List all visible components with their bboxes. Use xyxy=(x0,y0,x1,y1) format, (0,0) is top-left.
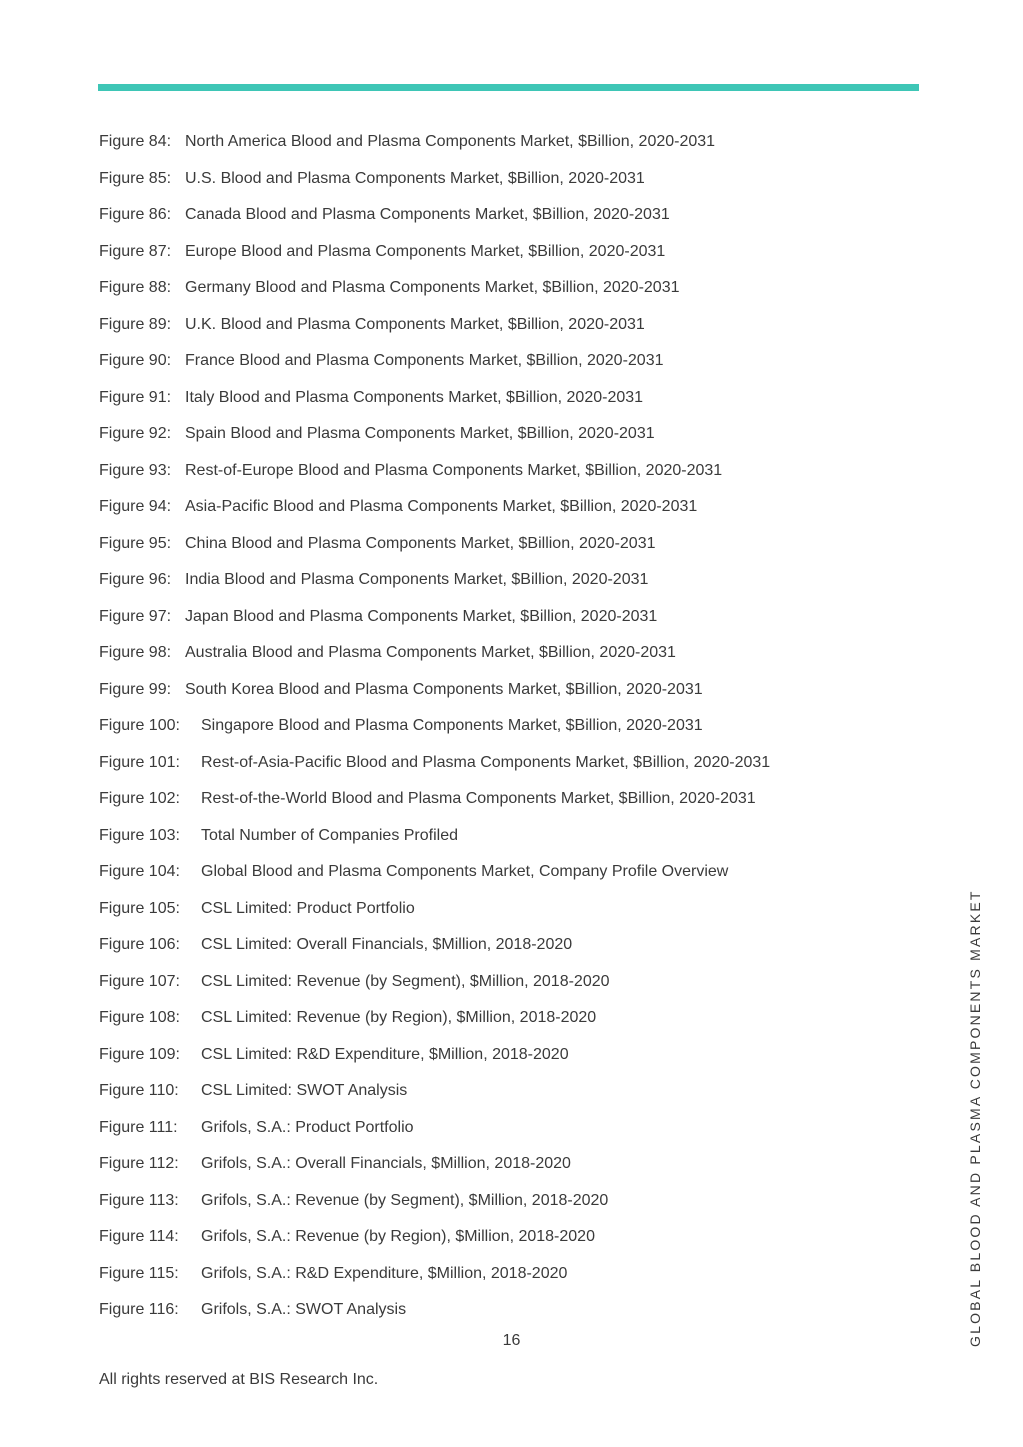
page-number: 16 xyxy=(502,1332,521,1349)
figure-title: India Blood and Plasma Components Market, $Billion, 2020-2031 xyxy=(185,571,649,588)
list-item xyxy=(99,387,770,424)
figure-label: Figure 84: xyxy=(99,133,172,150)
figure-title: CSL Limited: Revenue (by Region), $Million, 2018-2020 xyxy=(201,1009,597,1026)
list-item xyxy=(99,423,770,460)
list-item xyxy=(99,131,770,168)
figure-title: China Blood and Plasma Components Market, $Billion, 2020-2031 xyxy=(185,534,656,552)
figure-label: Figure 91: xyxy=(99,388,172,406)
figure-title: Germany Blood and Plasma Components Market, $Billion, 2020-2031 xyxy=(185,279,680,296)
figure-title: Spain Blood and Plasma Components Market, $Billion, 2020-2031 xyxy=(185,425,655,442)
figure-label: Figure 93: xyxy=(99,461,172,479)
list-item xyxy=(99,204,770,241)
figure-label: Figure 96: xyxy=(99,571,172,588)
figure-title: CSL Limited: SWOT Analysis xyxy=(201,1082,408,1099)
figure-label: Figure 105: xyxy=(99,899,180,917)
figure-label: Figure 89: xyxy=(99,315,172,333)
figure-title: CSL Limited: Overall Financials, $Million, 2018-2020 xyxy=(201,936,573,953)
figure-label: Figure 114: xyxy=(99,1228,179,1245)
figure-title: Grifols, S.A.: Revenue (by Region), $Million, 2018-2020 xyxy=(201,1228,595,1245)
figure-title: Grifols, S.A.: Product Portfolio xyxy=(201,1118,414,1136)
list-item xyxy=(99,715,770,752)
figure-title: CSL Limited: Product Portfolio xyxy=(201,899,415,917)
figure-title: Grifols, S.A.: R&D Expenditure, $Million, 2018-2020 xyxy=(201,1264,568,1282)
figure-label: Figure 106: xyxy=(99,936,180,953)
figure-title: Singapore Blood and Plasma Components Market, $Billion, 2020-2031 xyxy=(201,717,703,734)
list-item xyxy=(99,788,770,825)
figure-label: Figure 95: xyxy=(99,534,172,552)
figure-title: Grifols, S.A.: Overall Financials, $Million, 2018-2020 xyxy=(201,1155,571,1172)
figure-title: Italy Blood and Plasma Components Market, $Billion, 2020-2031 xyxy=(185,388,644,406)
list-item xyxy=(99,460,770,497)
figure-label: Figure 92: xyxy=(99,425,172,442)
figure-title: U.S. Blood and Plasma Components Market, $Billion, 2020-2031 xyxy=(185,169,645,187)
list-item xyxy=(99,350,770,387)
list-item xyxy=(99,1080,770,1117)
list-item xyxy=(99,314,770,351)
figure-title: CSL Limited: Revenue (by Segment), $Million, 2018-2020 xyxy=(201,972,610,990)
figure-label: Figure 115: xyxy=(99,1264,179,1282)
figure-title: Grifols, S.A.: Revenue (by Segment), $Million, 2018-2020 xyxy=(201,1191,609,1209)
figure-title: France Blood and Plasma Components Market, $Billion, 2020-2031 xyxy=(185,352,664,369)
figure-label: Figure 87: xyxy=(99,242,172,260)
figure-label: Figure 99: xyxy=(99,680,172,698)
list-item xyxy=(99,971,770,1008)
figure-label: Figure 111: xyxy=(99,1118,178,1136)
list-item xyxy=(99,898,770,935)
figure-title: Europe Blood and Plasma Components Market, $Billion, 2020-2031 xyxy=(185,242,666,260)
footer-copyright: All rights reserved at BIS Research Inc. xyxy=(99,1371,379,1388)
figure-title: Japan Blood and Plasma Components Market, $Billion, 2020-2031 xyxy=(185,607,658,625)
figure-title: Rest-of-the-World Blood and Plasma Components Market, $Billion, 2020-2031 xyxy=(201,790,756,807)
figure-label: Figure 101: xyxy=(99,753,180,771)
figure-label: Figure 98: xyxy=(99,644,172,661)
list-item xyxy=(99,752,770,789)
figure-title: Asia-Pacific Blood and Plasma Components Market, $Billion, 2020-2031 xyxy=(185,498,698,515)
figure-title: Total Number of Companies Profiled xyxy=(201,826,459,844)
figure-label: Figure 103: xyxy=(99,826,180,844)
list-item xyxy=(99,1044,770,1081)
list-item xyxy=(99,1190,770,1227)
figure-label: Figure 85: xyxy=(99,169,172,187)
list-item xyxy=(99,1263,770,1300)
figure-title: Rest-of-Europe Blood and Plasma Components Market, $Billion, 2020-2031 xyxy=(185,461,723,479)
list-item xyxy=(99,934,770,971)
figure-title: South Korea Blood and Plasma Components Market, $Billion, 2020-2031 xyxy=(185,680,703,698)
header-rule xyxy=(98,84,919,91)
list-item xyxy=(99,496,770,533)
figure-label: Figure 97: xyxy=(99,607,172,625)
figure-label: Figure 113: xyxy=(99,1191,179,1209)
list-item xyxy=(99,1117,770,1154)
figure-label: Figure 94: xyxy=(99,498,172,515)
list-item xyxy=(99,277,770,314)
figure-label: Figure 110: xyxy=(99,1082,179,1099)
list-item xyxy=(99,861,770,898)
figure-title: Rest-of-Asia-Pacific Blood and Plasma Components Market, $Billion, 2020-2031 xyxy=(201,753,771,771)
list-item xyxy=(99,533,770,570)
figure-label: Figure 90: xyxy=(99,352,172,369)
list-item xyxy=(99,569,770,606)
figure-label: Figure 86: xyxy=(99,206,172,223)
figure-label: Figure 116: xyxy=(99,1301,179,1318)
figure-label: Figure 104: xyxy=(99,863,180,880)
figure-title: Australia Blood and Plasma Components Market, $Billion, 2020-2031 xyxy=(185,644,676,661)
list-item xyxy=(99,606,770,643)
figure-label: Figure 102: xyxy=(99,790,180,807)
list-item xyxy=(99,241,770,278)
figure-label: Figure 88: xyxy=(99,279,172,296)
figure-title: Global Blood and Plasma Components Market, Company Profile Overview xyxy=(201,863,729,880)
list-of-figures xyxy=(99,131,770,1336)
list-item xyxy=(99,1226,770,1263)
figure-label: Figure 100: xyxy=(99,717,180,734)
figure-label: Figure 109: xyxy=(99,1045,180,1063)
list-item xyxy=(99,168,770,205)
list-item xyxy=(99,679,770,716)
figure-title: CSL Limited: R&D Expenditure, $Million, 2018-2020 xyxy=(201,1045,569,1063)
figure-title: U.K. Blood and Plasma Components Market, $Billion, 2020-2031 xyxy=(185,315,645,333)
list-item xyxy=(99,1153,770,1190)
figure-label: Figure 108: xyxy=(99,1009,180,1026)
figure-title: Grifols, S.A.: SWOT Analysis xyxy=(201,1301,407,1318)
figure-title: North America Blood and Plasma Components Market, $Billion, 2020-2031 xyxy=(185,133,716,150)
figure-title: Canada Blood and Plasma Components Market, $Billion, 2020-2031 xyxy=(185,206,670,223)
list-item xyxy=(99,1007,770,1044)
figure-label: Figure 112: xyxy=(99,1155,179,1172)
side-report-title: GLOBAL BLOOD AND PLASMA COMPONENTS MARKET xyxy=(967,889,983,1347)
list-item xyxy=(99,642,770,679)
list-item xyxy=(99,825,770,862)
figure-label: Figure 107: xyxy=(99,972,180,990)
